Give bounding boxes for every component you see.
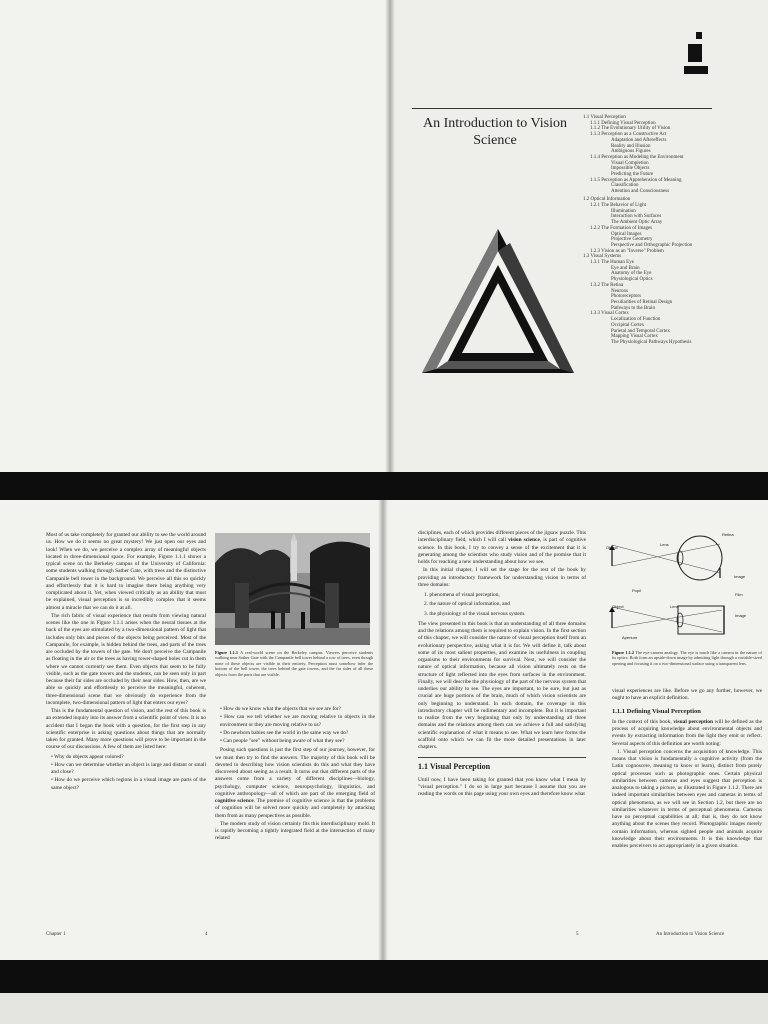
toc-entry: Interaction with Surfaces	[611, 214, 662, 220]
subsection-heading: 1.1.1 Defining Visual Perception	[612, 707, 701, 715]
toc-entry: 1.2 Optical Information	[583, 197, 631, 203]
list-item: 1. phenomena of visual perception,	[424, 592, 500, 598]
toc-entry: Mapping Visual Cortex	[611, 334, 658, 340]
footer-page-number: 5	[576, 932, 579, 937]
paragraph-text: Posing such questions is just the first step of our journey, however, for we must then try to find the answers. The majority of this book will be devoted to describing how vision scientists do this and what they have discovered about seeing as a result. It turns out that different parts of the answers come from a variety of different disciplines—biology, psychology, computer science, neuropsychology, linguistics, and cognitive anthropology—all of which are part of the emerging field of	[215, 747, 375, 797]
toc-entry: Pathways to the Brain	[611, 305, 656, 311]
list-item: 3. the physiology of the visual nervous system.	[424, 610, 526, 617]
toc-entry: Perspective and Orthographic Projection	[611, 242, 693, 248]
domain-list	[418, 592, 586, 618]
paragraph: 1. Visual perception concerns the acquisition of knowledge. This means that vision is fundamentally a cognitive activity (from the Latin cognoscere, meaning to know or learn), distinct from purely optical processes such as photographic ones. Certain physical similarities between cameras and eyes suggest that perception is analogous to taking a picture, as illustrated in Figure 1.1.2. There are indeed important similarities between eyes and cameras in terms of optical phenomena, as we will see in Section 1.2, but there are no similarities whatever in terms of perceptual phenomena. Cameras have no perceptual capabilities at all; that is, they do not know anything about the scenes they record. Photographic images merely contain information, whereas sighted people and animals acquire knowledge about their environments. It is this knowledge that enables perceivers to act appropriately in a given situation.	[612, 748, 762, 849]
list-item: • Do newborn babies see the world in the same way we do?	[220, 729, 349, 736]
toc-entry: 1.1 Visual Perception	[583, 115, 626, 120]
toc-entry: 1.2.1 The Behavior of Light	[590, 203, 647, 209]
toc-entry: 1.1.1 Defining Visual Perception	[590, 120, 656, 126]
right-page-column-2	[612, 688, 762, 851]
paragraph: The rich fabric of visual experience that results from viewing natural scenes like the one in Figure 1.1.1 arises when the neural tissues at the back of the eyes are stimulated by a two-dimensional pattern of light that includes only bits and pieces of the objects being perceived. Most of the Campanile, for example, is hidden behind the trees, and parts of the trees are occluded by the towers of the gate. We don't perceive the Campanile as floating in the air or the trees as having tower-shaped holes cut in them where we cannot currently see them. Even objects that seem to be fully visible, such as the gate towers and the students, can be seen only in part because their far sides are occluded by their near sides. How, then, are we able so quickly and effortlessly to perceive the meaningful, coherent, three-dimensional scene that we obviously do experience from the incomplete, two-dimensional pattern of light that enters our eyes?	[46, 612, 206, 706]
chapter-number-glyph	[676, 32, 712, 76]
figure-caption	[215, 650, 373, 677]
footer-page-number: 4	[205, 932, 208, 937]
paragraph-text: will be defined as the process of acquiring knowledge about environmental objects and events by extracting information from the light they emit or reflect. Several aspects of this definition are worth noting:	[612, 718, 762, 747]
footer-chapter-title: An Introduction to Vision Science	[656, 932, 725, 937]
chapter-title-rule	[412, 108, 712, 109]
toc-entry: Predicting the Future	[611, 172, 654, 178]
chapter-table-of-contents	[583, 115, 733, 346]
toc-entry: Optical Images	[611, 231, 642, 237]
toc-entry: Attention and Consciousness	[611, 189, 670, 195]
toc-entry: 1.3.2 The Retina	[590, 282, 624, 288]
paragraph-text: disciplines, each of which provides different pieces of the jigsaw puzzle. This interdisciplinary field, which I will call	[418, 530, 586, 544]
list-item: • How do we know what the objects that we see are for?	[220, 706, 342, 712]
diagram-label: Lens	[660, 542, 669, 547]
diagram-label: Lens	[670, 604, 679, 609]
paragraph-text: In the context of this book,	[612, 718, 672, 725]
figure-label: Figure 1.1.2	[612, 650, 635, 655]
penrose-triangle-illustration	[418, 225, 578, 377]
paragraph-text: . The premise of cognitive science is that the problems of cognition will be solved more quickly and completely by attacking them from as many perspectives as possible.	[215, 798, 376, 819]
diagram-label: Retina	[722, 532, 734, 537]
paragraph	[418, 530, 586, 566]
toc-entry: Visual Completion	[611, 160, 649, 166]
diagram-label: Object	[612, 604, 624, 609]
question-list	[215, 706, 375, 745]
eye-camera-diagram	[600, 528, 750, 648]
toc-entry: 1.3.1 The Human Eye	[590, 260, 634, 266]
toc-entry: The Physiological Pathways Hypothesis	[611, 339, 692, 345]
footer-chapter-label: Chapter 1	[46, 932, 66, 937]
bold-term: vision science	[508, 537, 540, 544]
diagram-label: Object	[606, 545, 618, 550]
diagram-label: Aperture	[622, 635, 638, 640]
list-item: • Why do objects appear colored?	[51, 753, 124, 760]
paragraph: The view presented in this book is that an understanding of all three domains and the relations among them is required to explain vision. In the first section of this chapter, we will consider the nature of visual perception itself from an evolutionary perspective, asking what it is for. We will define it, talk about some of its most salient properties, and examine its usefulness in coupling organisms to their environments for survival. Next, we will consider the nature of optical information, because all vision ultimately rests on the structure of light reflected into the eyes from surfaces in the environment. Finally, we will describe the physiology of the part of the nervous system that underlies our ability to see. The eyes are important, to be sure, but just as crucial are huge portions of the brain, much of which vision scientists are only beginning to understand. In each domain, the coverage in this introductory chapter will be rudimentary and incomplete. But it is important to realize from the very beginning that only by understanding all three domains and the relations among them can we achieve a full and satisfying scientific explanation of what it means to see. What we learn here forms the scaffold onto which we can fit the more detailed presentations in later chapters.	[418, 620, 586, 750]
toc-entry: Ambiguous Figures	[611, 149, 651, 155]
toc-entry: Physiological Optics	[611, 277, 653, 283]
toc-entry: Reality and Illusion	[611, 143, 651, 149]
paragraph: visual experiences are like. Before we go any further, however, we ought to have an explicit definition.	[612, 688, 762, 702]
left-page-column-2	[215, 704, 375, 844]
paragraph: In this initial chapter, I will set the stage for the rest of the book by providing an introductory framework for understanding vision in terms of three domains:	[418, 567, 586, 588]
section-heading: 1.1 Visual Perception	[418, 762, 491, 772]
chapter-opener-spread	[0, 0, 768, 472]
next-spread-edge	[0, 993, 768, 1024]
left-page-column-1	[46, 532, 206, 794]
toc-entry: Classification	[611, 183, 639, 189]
paragraph	[612, 719, 762, 748]
toc-entry: Occipital Cortex	[611, 322, 645, 328]
diagram-label: Film	[735, 592, 743, 597]
paragraph: Until now, I have been taking for granted that you know what I mean by "visual perception." I do so in large part because I assume that you are reading the words on this page using your own eyes and therefore know what	[418, 776, 586, 797]
chapter-pages-spread	[0, 500, 768, 960]
paragraph: Most of us take completely for granted our ability to see the world around us. How we do it seems no great mystery! We just open our eyes and look! When we do, we perceive a complex array of meaningful objects located in three-dimensional space. For example, Figure 1.1.1 shows a typical scene on the Berkeley campus of the University of California: some students walking through Sather Gate, with trees and the distinctive Campanile bell tower in the background. We perceive all this so quickly and effortlessly that it is hard to imagine there being anything very complicated about it. Yet, when viewed critically as an ability that must be explained, visual perception is so incredibly complex that it seems almost a miracle that we can do it at all.	[46, 532, 206, 611]
paragraph: This is the fundamental question of vision, and the rest of this book is an extended inquiry into its answer from a scientific point of view. It is no accident that I began the book with a question, for the first step in any scientific enterprise is asking questions about things that are normally taken for granted. Many more questions will prove to be important in the course of our discussions. A few of them are listed here:	[46, 708, 206, 751]
toc-entry: Peculiarities of Retinal Design	[611, 300, 673, 305]
paragraph-text: , is part of cognitive science. In this book, I try to convey a sense of the excitement that it is generating among the scientists who study vision and of the promise that it holds for reaching a new understanding about how we see.	[418, 537, 586, 565]
toc-entry: Eye and Brain	[611, 265, 640, 271]
figure-caption-text: A real-world scene on the Berkeley campus. Viewers perceive students walking near Sather Gate with the Campanile bell tower behind a row of trees, even though none of these objects are visible in their entirety. Perception must somehow infer the bottom of the bell tower, the trees behind the gate towers, and the far sides of all these objects from the parts that are visible.	[215, 650, 374, 677]
bold-term: visual perception	[673, 718, 713, 725]
figure-label: Figure 1.1.1	[215, 650, 238, 655]
diagram-label: Image	[735, 613, 747, 618]
paragraph: The modern study of vision certainly fits this interdisciplinary mold. It is rapidly becoming a tightly integrated field at the intersection of many related	[215, 820, 375, 842]
toc-entry: The Ambient Optic Array	[611, 220, 663, 226]
question-list	[46, 754, 206, 792]
sather-gate-photo	[215, 533, 370, 645]
list-item: • How can we determine whether an object is large and distant or small and close?	[51, 761, 206, 775]
toc-entry: 1.1.2 The Evolutionary Utility of Vision	[590, 126, 671, 132]
toc-entry: 1.1.3 Perception as a Constructive Act	[590, 132, 667, 138]
toc-entry: 1.1.5 Perception as Apprehension of Meaning	[590, 177, 682, 183]
right-page-column-1	[418, 530, 586, 799]
toc-entry: Impossible Objects	[611, 166, 650, 172]
list-item: 2. the nature of optical information, and	[424, 601, 510, 608]
diagram-label: Image	[734, 574, 746, 579]
toc-entry: Projective Geometry	[611, 237, 653, 243]
toc-entry: Anatomy of the Eye	[611, 271, 652, 277]
toc-entry: 1.2.2 The Formation of Images	[590, 225, 653, 231]
toc-entry: 1.3 Visual Systems	[583, 254, 622, 260]
toc-entry: Localization of Function	[611, 317, 661, 323]
toc-entry: 1.2.3 Vision as an "Inverse" Problem	[590, 248, 664, 254]
toc-entry: 1.3.3 Visual Cortex	[590, 311, 629, 317]
chapter-title: An Introduction to Vision Science	[423, 116, 567, 148]
list-item: • How can we tell whether we are moving relative to objects in the environment or they are moving relative to us?	[220, 714, 375, 728]
toc-entry: Photoreceptors	[611, 294, 641, 300]
figure-caption	[612, 650, 762, 666]
section-rule	[418, 757, 586, 758]
toc-entry: 1.1.4 Perception as Modeling the Environment	[590, 154, 684, 160]
toc-entry: Illumination	[611, 208, 636, 214]
book-gutter	[385, 0, 395, 472]
diagram-label: Pupil	[632, 588, 641, 593]
list-item: • How do we perceive which regions in a visual image are parts of the same object?	[51, 777, 206, 791]
list-item: • Can people "see" without being aware of what they see?	[220, 738, 345, 744]
bold-term: cognitive science	[215, 798, 254, 804]
toc-entry: Adaptation and Aftereffects	[611, 137, 667, 143]
toc-entry: Neurons	[611, 288, 628, 294]
paragraph	[215, 747, 375, 820]
toc-entry: Parietal and Temporal Cortex	[611, 328, 670, 334]
figure-caption-text: The eye-camera analogy. The eye is much like a camera in the nature of its optics: Both form an upside-down image by admitting light through a variable-sized opening and focusing it on a two-dimensional surface using a transparent lens.	[612, 650, 762, 666]
book-gutter	[378, 500, 388, 960]
